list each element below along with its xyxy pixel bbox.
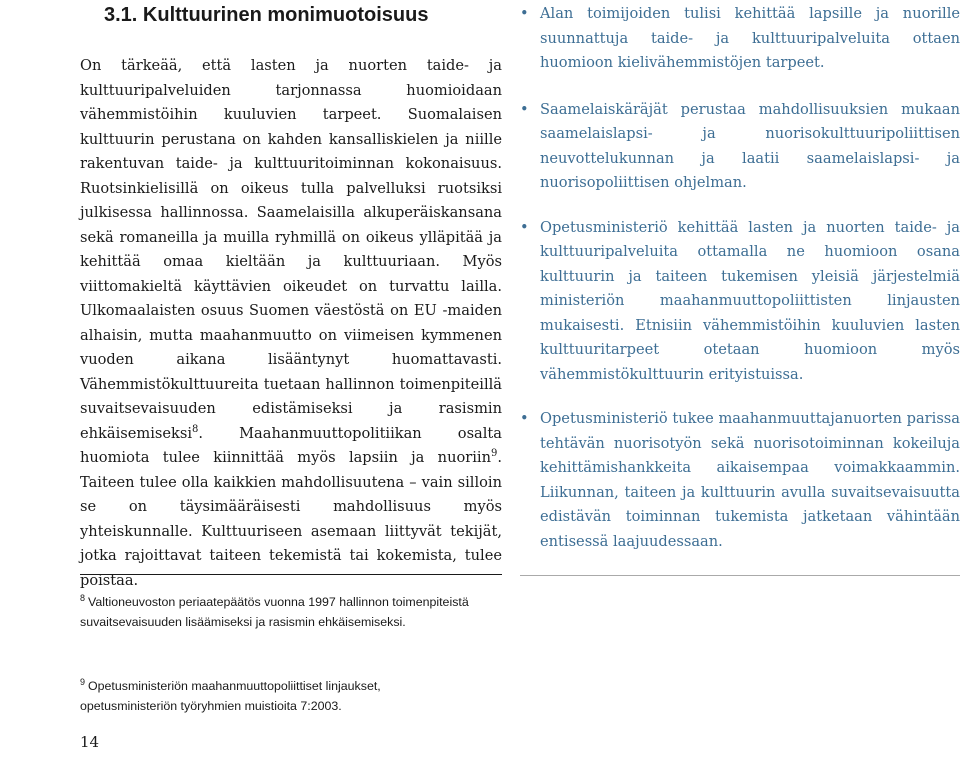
footnote-8 [80, 592, 480, 632]
bullet-icon: • [520, 5, 529, 22]
list-item [520, 98, 960, 196]
footnote-divider [80, 574, 502, 575]
page-number: 14 [80, 733, 100, 751]
list-item [520, 407, 960, 554]
footnote-text: Opetusministeriön maahanmuuttopoliittiset linjaukset, opetusministeriön työryhmien muistioita 7:2003. [80, 679, 381, 713]
right-column-divider [520, 575, 960, 576]
bullet-icon: • [520, 100, 529, 118]
list-item-text: Alan toimijoiden tulisi kehittää lapsille ja nuorille suunnattuja taide- ja kulttuuripalveluita ottaen huomioon kielivähemmistöjen tarpeet. [540, 5, 960, 71]
footnote-ref-9[interactable]: 9 [490, 448, 498, 460]
list-item-text: Opetusministeriö tukee maahanmuuttajanuorten parissa tehtävän nuorisotyön sekä nuorisotoiminnan kokeiluja kehittämishankkeita aikaisempaa voimakkaammin. Liikunnan, taiteen ja kulttuurin avulla suvaitsevaisuutta edistävän toiminnan tukemista jatketaan vähintään entisessä laajuudessaan. [540, 410, 960, 550]
list-item-text: Saamelaiskäräjät perustaa mahdollisuuksien mukaan saamelaislapsi- ja nuorisokulttuuripoliittisen neuvottelukunnan ja laatii saamelaislapsi- ja nuorisopoliittisen ohjelman. [540, 100, 960, 191]
list-item [520, 216, 960, 388]
body-text-part-3: . Taiteen tulee olla kaikkien mahdollisuutena – vain silloin se on täysimääräisesti mahdollisuus myös yhteiskunnalle. Kulttuuriseen asemaan liittyvät tekijät, jotka rajoittavat taiteen tekemistä tai kokemista, tulee poistaa. [80, 449, 502, 589]
footnote-ref-8[interactable]: 8 [192, 423, 199, 435]
bullet-icon: • [520, 410, 529, 427]
bullet-icon: • [520, 218, 529, 236]
body-paragraph [80, 54, 502, 593]
recommendation-list [520, 2, 960, 554]
section-heading: 3.1. Kulttuurinen monimuotoisuus [104, 4, 429, 26]
body-text-part-1: On tärkeää, että lasten ja nuorten taide- ja kulttuuripalveluiden tarjonnassa huomioidaan vähemmistöihin kuuluvien tarpeet. Suomalaisen kulttuurin perustana on kahden kansalliskielen ja niille rakentuvan taide- ja kulttuuritoiminnan kokonaisuus. Ruotsinkielisillä on oikeus tulla palvelluksi ruotsiksi julkisessa hallinnossa. Saamelaisilla alkuperäiskansana sekä romaneilla ja muilla ryhmillä on oikeus ylläpitää ja kehittää omaa kieltään ja kulttuuriaan. Myös viittomakieltä käyttävien oikeudet on turvattu lailla. Ulkomaalaisten osuus Suomen väestöstä on EU -maiden alhaisin, mutta maahanmuutto on viimeisen kymmenen vuoden aikana lisääntynyt huomattavasti. Vähemmistökulttuureita tuetaan hallinnon toimenpiteillä suvaitsevaisuuden edistämiseksi ja rasismin ehkäisemiseksi [80, 57, 502, 442]
footnote-text: Valtioneuvoston periaatepäätös vuonna 1997 hallinnon toimenpiteistä suvaitsevaisuuden lisäämiseksi ja rasismin ehkäisemiseksi. [80, 595, 469, 629]
footnote-number: 9 [80, 676, 86, 687]
list-item [520, 2, 960, 76]
footnote-number: 8 [80, 592, 86, 603]
footnote-9 [80, 676, 480, 716]
body-text-part-2: . Maahanmuuttopolitiikan osalta huomiota tulee kiinnittää myös lapsiin ja nuoriin [80, 424, 502, 466]
list-item-text: Opetusministeriö kehittää lasten ja nuorten taide- ja kulttuuripalveluita ottamalla ne huomioon osana kulttuurin ja taiteen tukemisen yleisiä järjestelmiä ministeriön maahanmuuttopoliittisten linjausten mukaisesti. Etnisiin vähemmistöihin kuuluvien lasten kulttuuritarpeet otetaan huomioon myös vähemmistökulttuurin erityistuissa. [540, 218, 960, 383]
